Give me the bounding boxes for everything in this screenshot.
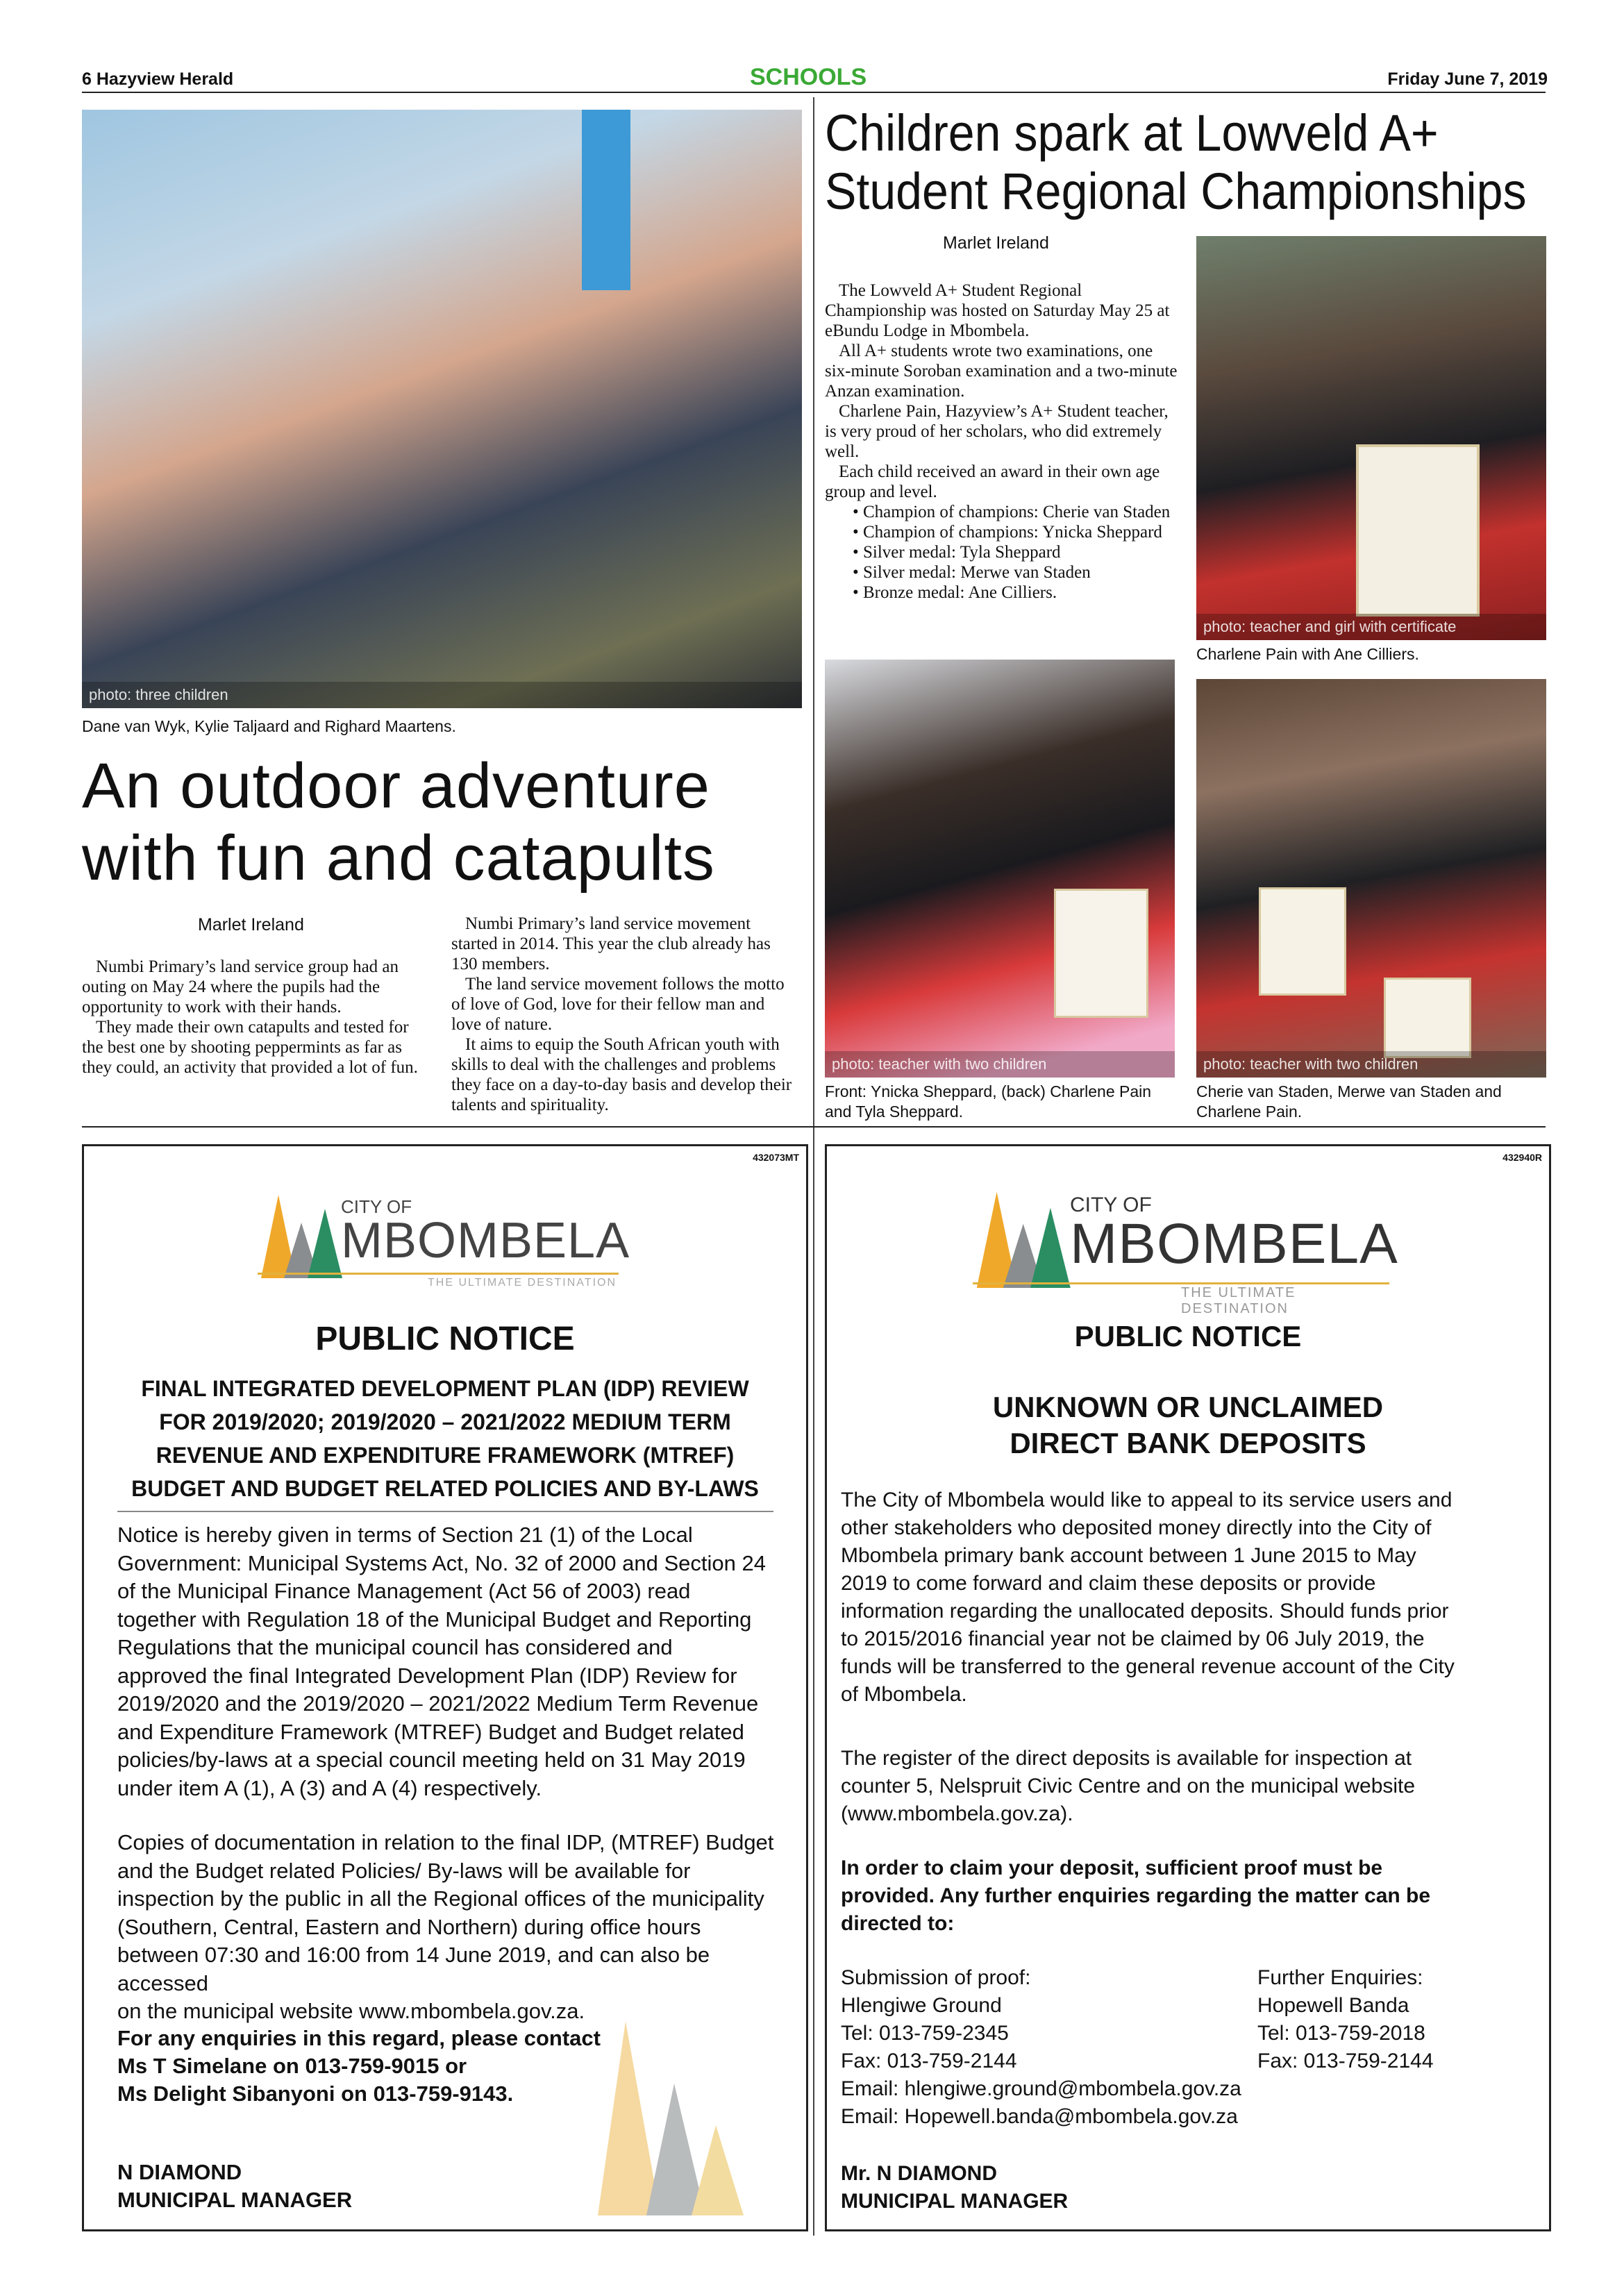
text-line: of Mbombela. (841, 1683, 967, 1706)
paragraph: Numbi Primary’s land service group had an outing on May 24 where the pupils had the opportunity to work with their hands. (82, 957, 399, 1016)
section-label: SCHOOLS (750, 64, 867, 90)
decorative-logo-shapes-icon (584, 2007, 764, 2215)
subtitle-line: UNKNOWN OR UNCLAIMED (992, 1391, 1384, 1423)
subtitle-line: REVENUE AND EXPENDITURE FRAMEWORK (MTREF) (156, 1443, 735, 1468)
text-line: Tel: 013-759-2345 (841, 2022, 1009, 2045)
enquiries-contact (1257, 1964, 1535, 2075)
city-of-mbombela-logo (973, 1167, 1398, 1316)
idp-signoff (117, 2159, 352, 2214)
photo-placeholder-label: photo: teacher with two children (825, 1051, 1175, 1078)
logo-city-of: CITY OF (1070, 1193, 1152, 1216)
deposits-paragraph-3 (841, 1854, 1542, 1938)
children-photo (82, 110, 802, 708)
subtitle-line: FINAL INTEGRATED DEVELOPMENT PLAN (IDP) REVIEW (141, 1376, 749, 1401)
text-line: In order to claim your deposit, sufficient proof must be (841, 1857, 1383, 1879)
subtitle-line: FOR 2019/2020; 2019/2020 – 2021/2022 MEDIUM TERM (159, 1409, 731, 1434)
article-column-1 (82, 957, 422, 1078)
text-line: directed to: (841, 1912, 955, 1935)
logo-underline (973, 1282, 1389, 1284)
text-line: on the municipal website www.mbombela.gov.za. (117, 1999, 585, 2023)
byline: Marlet Ireland (198, 915, 304, 935)
photo-charlene-ane (1196, 236, 1546, 640)
ad-title: PUBLIC NOTICE (315, 1321, 575, 1357)
text-line: information regarding the unallocated deposits. Should funds prior (841, 1600, 1449, 1623)
text-line: (Southern, Central, Eastern and Northern) during office hours (117, 1914, 701, 1939)
certificate-shape (1054, 889, 1148, 1018)
text-line: Mr. N DIAMOND (841, 2162, 997, 2185)
text-line: Fax: 013-759-2144 (841, 2050, 1017, 2072)
text-line: provided. Any further enquiries regarding the matter can be (841, 1884, 1431, 1907)
text-line: inspection by the public in all the Regional offices of the municipality (117, 1886, 764, 1911)
photo-placeholder-label: photo: three children (82, 682, 802, 708)
paragraph: Numbi Primary’s land service movement started in 2014. This year the club already has 130 members. (451, 914, 771, 973)
text-line: Hlengiwe Ground (841, 1994, 1002, 2017)
byline: Marlet Ireland (943, 233, 1049, 253)
text-line: Submission of proof: (841, 1966, 1031, 1989)
text-line: counter 5, Nelspruit Civic Centre and on the municipal website (841, 1775, 1416, 1798)
text-line: Tel: 013-759-2018 (1257, 2022, 1425, 2045)
deposits-paragraph-2 (841, 1745, 1542, 1828)
page-number-masthead: 6 Hazyview Herald (82, 69, 234, 89)
text-line: Further Enquiries: (1257, 1966, 1423, 1989)
certificate-shape (1356, 444, 1480, 617)
contact-emails (841, 2075, 1535, 2131)
subtitle-rule (117, 1511, 773, 1512)
photo-caption: Cherie van Staden, Merwe van Staden and Charlene Pain. (1196, 1082, 1502, 1121)
header-rule (82, 92, 1546, 93)
text-line: The register of the direct deposits is available for inspection at (841, 1747, 1412, 1770)
logo-tagline: THE ULTIMATE DESTINATION (428, 1277, 617, 1289)
idp-contact-info (117, 2025, 617, 2108)
photo-caption: Charlene Pain with Ane Cilliers. (1196, 645, 1419, 663)
public-notice-deposits-ad (825, 1144, 1551, 2231)
text-line: Mbombela primary bank account between 1 June 2015 to May (841, 1544, 1416, 1567)
logo-city-of: CITY OF (341, 1196, 412, 1217)
certificate-shape (1259, 887, 1346, 996)
section-rule (82, 1126, 1546, 1128)
text-line: of the Municipal Finance Management (Act 56 of 2003) read (117, 1579, 691, 1603)
subtitle-line: BUDGET AND BUDGET RELATED POLICIES AND BY-LAWS (131, 1476, 759, 1501)
column-divider (813, 97, 814, 2236)
paragraph: Charlene Pain, Hazyview’s A+ Student teacher, is very proud of her scholars, who did extremely well. (825, 402, 1169, 461)
text-line: Ms Delight Sibanyoni on 013-759-9143. (117, 2081, 514, 2106)
deposits-signoff (841, 2160, 1068, 2215)
text-line: Government: Municipal Systems Act, No. 32 of 2000 and Section 24 (117, 1550, 766, 1575)
text-line: together with Regulation 18 of the Municipal Budget and Reporting (117, 1607, 752, 1632)
text-line: MUNICIPAL MANAGER (117, 2188, 353, 2212)
text-line: 2019 to come forward and claim these deposits or provide (841, 1572, 1376, 1595)
text-line: (www.mbombela.gov.za). (841, 1802, 1073, 1825)
photo-placeholder-label: photo: teacher and girl with certificate (1196, 614, 1546, 640)
text-line: Fax: 013-759-2144 (1257, 2050, 1434, 2072)
ad-title: PUBLIC NOTICE (1074, 1320, 1302, 1352)
issue-date: Friday June 7, 2019 (1387, 69, 1548, 89)
idp-notice-paragraph-2 (117, 1829, 784, 2026)
city-of-mbombela-logo (258, 1174, 630, 1289)
logo-mark-icon (258, 1174, 348, 1278)
text-line: and the Budget related Policies/ By-laws will be available for (117, 1858, 691, 1883)
logo-underline (258, 1273, 619, 1275)
public-notice-idp-ad (82, 1144, 808, 2231)
ad-subtitle (84, 1372, 806, 1505)
text-line: approved the final Integrated Development Plan (IDP) Review for (117, 1663, 737, 1688)
award-item: • Champion of champions: Cherie van Staden (853, 503, 1171, 521)
deposits-paragraph-1 (841, 1486, 1542, 1709)
text-line: to 2015/2016 financial year not be claimed by 06 July 2019, the (841, 1627, 1425, 1650)
photo-caption: Dane van Wyk, Kylie Taljaard and Righard Maartens. (82, 717, 456, 735)
award-item: • Silver medal: Merwe van Staden (853, 563, 1091, 582)
headline-outdoor-adventure (82, 750, 811, 894)
text-line: For any enquiries in this regard, please contact (117, 2026, 601, 2050)
photo-ynicka-tyla (825, 660, 1175, 1078)
headline-line: An outdoor adventure (82, 751, 710, 821)
photo-caption: Front: Ynicka Sheppard, (back) Charlene Pain and Tyla Sheppard. (825, 1082, 1152, 1121)
award-item: • Silver medal: Tyla Sheppard (853, 543, 1061, 562)
ad-code: 432073MT (753, 1152, 799, 1163)
text-line: Hopewell Banda (1257, 1994, 1409, 2017)
paragraph: All A+ students wrote two examinations, one six-minute Soroban examination and a two-minute Anzan examination. (825, 342, 1178, 401)
email-line: Email: Hopewell.banda@mbombela.gov.za (841, 2105, 1238, 2128)
article-column-2 (451, 914, 793, 1115)
paragraph: Each child received an award in their own age group and level. (825, 462, 1160, 501)
headline-line: with fun and catapults (82, 823, 715, 894)
logo-mbombela: MBOMBELA (341, 1213, 630, 1268)
photo-cherie-merwe (1196, 679, 1546, 1078)
headline-line: Children spark at Lowveld A+ (825, 104, 1439, 162)
headline-championships (825, 104, 1527, 221)
paragraph: The land service movement follows the motto of love of God, love for their fellow man and love of nature. (451, 975, 785, 1034)
logo-mbombela: MBOMBELA (1070, 1212, 1398, 1275)
email-line: Email: hlengiwe.ground@mbombela.gov.za (841, 2077, 1241, 2100)
award-item: • Champion of champions: Ynicka Sheppard (853, 523, 1162, 542)
ad-subtitle (827, 1389, 1549, 1461)
logo-mark-icon (973, 1167, 1077, 1289)
headline-line: Student Regional Championships (825, 162, 1527, 220)
ad-code: 432940R (1502, 1152, 1542, 1163)
text-line: under item A (1), A (3) and A (4) respectively. (117, 1775, 542, 1800)
text-line: MUNICIPAL MANAGER (841, 2190, 1069, 2213)
paragraph: They made their own catapults and tested for the best one by shooting peppermints as far as they could, an activity that provided a lot of fun. (82, 1018, 418, 1077)
photo-placeholder-label: photo: teacher with two children (1196, 1051, 1546, 1078)
text-line: between 07:30 and 16:00 from 14 June 2019, and can also be accessed (117, 1943, 710, 1995)
text-line: Copies of documentation in relation to the final IDP, (MTREF) Budget (117, 1830, 774, 1854)
award-item: • Bronze medal: Ane Cilliers. (853, 583, 1057, 602)
subtitle-line: DIRECT BANK DEPOSITS (1010, 1427, 1366, 1459)
text-line: Ms T Simelane on 013-759-9015 or (117, 2054, 467, 2078)
text-line: 2019/2020 and the 2019/2020 – 2021/2022 Medium Term Revenue (117, 1691, 759, 1716)
text-line: and Expenditure Framework (MTREF) Budget and Budget related (117, 1719, 744, 1744)
text-line: Notice is hereby given in terms of Section 21 (1) of the Local (117, 1523, 693, 1547)
text-line: N DIAMOND (117, 2160, 242, 2184)
paragraph: It aims to equip the South African youth with skills to deal with the challenges and problems they face on a day-to-day basis and develop their talents and spirituality. (451, 1035, 792, 1114)
text-line: Regulations that the municipal council has considered and (117, 1635, 673, 1659)
paragraph: The Lowveld A+ Student Regional Championship was hosted on Saturday May 25 at eBundu Lodge in Mbombela. (825, 281, 1170, 340)
championship-article (825, 280, 1179, 603)
text-line: other stakeholders who deposited money directly into the City of (841, 1516, 1432, 1539)
idp-notice-paragraph-1 (117, 1521, 784, 1802)
text-line: policies/by-laws at a special council meeting held on 31 May 2019 (117, 1748, 746, 1772)
text-line: The City of Mbombela would like to appeal to its service users and (841, 1489, 1453, 1511)
text-line: funds will be transferred to the general revenue account of the City (841, 1655, 1455, 1678)
logo-tagline: THE ULTIMATE DESTINATION (1181, 1285, 1296, 1316)
submission-contact (841, 1964, 1244, 2075)
certificate-shape (1384, 978, 1471, 1058)
slide-pole-shape (582, 110, 630, 290)
